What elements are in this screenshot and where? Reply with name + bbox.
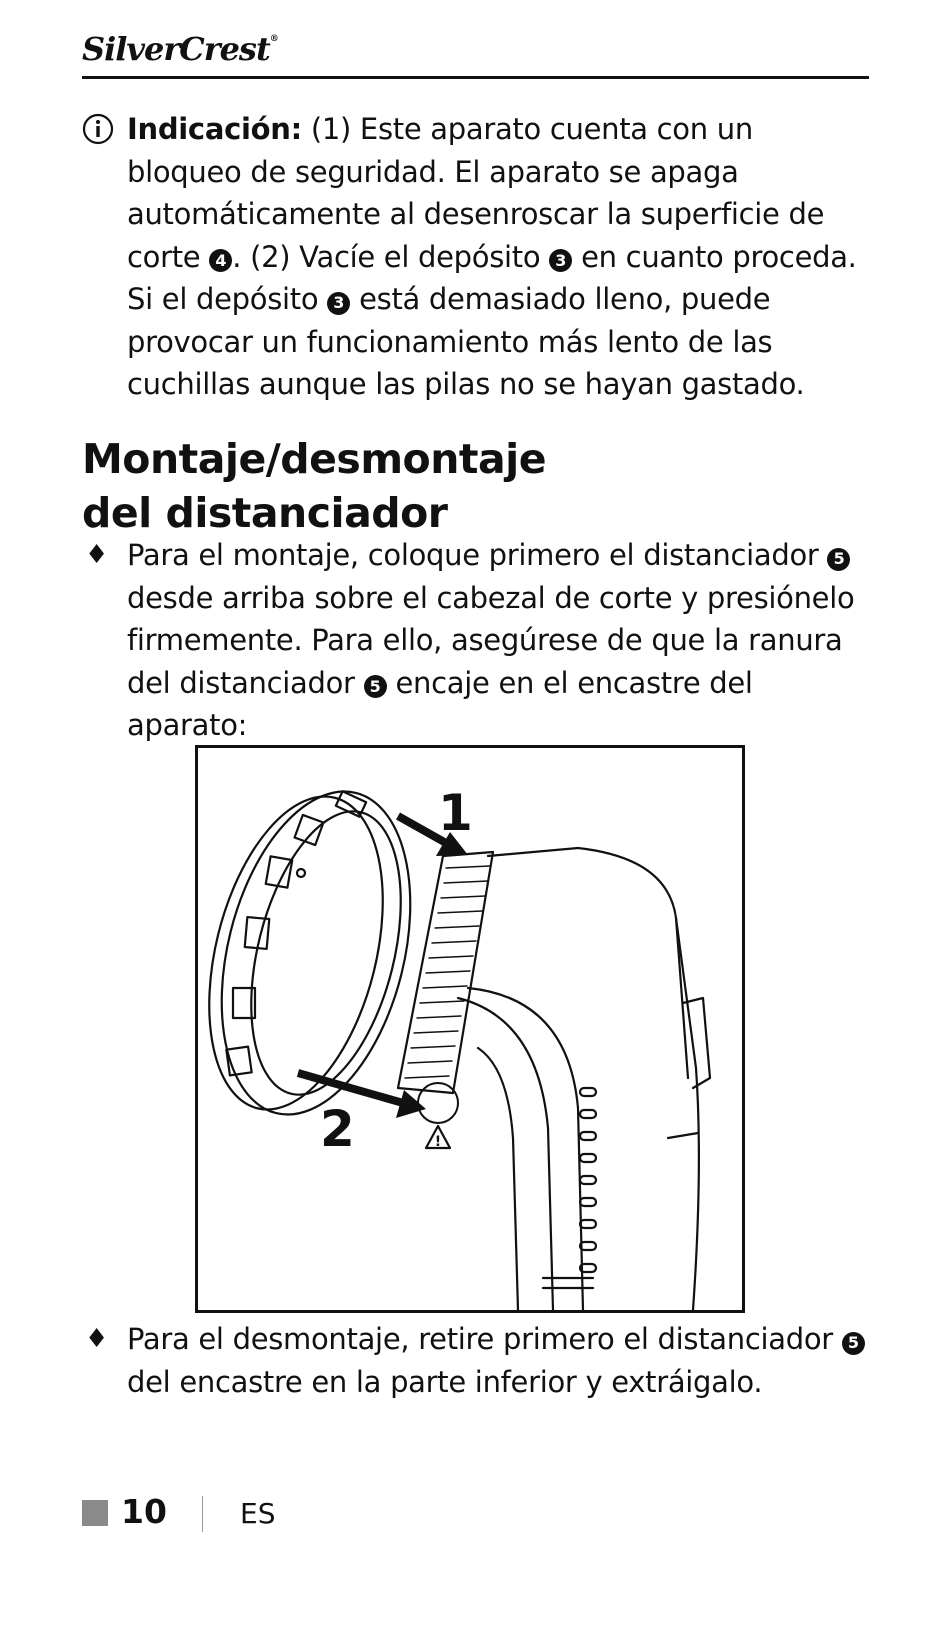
device-handle-inner xyxy=(468,988,583,1310)
ref-number: 5 xyxy=(827,548,850,571)
bullet-item-mounting xyxy=(82,534,872,747)
section-title-line: del distanciador xyxy=(82,489,448,537)
note-text: Indicación: (1) Este aparato cuenta con un bloqueo de seguridad. El aparato se apaga automáticamente al desenroscar la superficie de corte 4 . (2) Vacíe el depósito 3 en cuanto proceda. Si el depósito 3 está demasiado lleno, puede provocar un funcionamiento más lento de las cuchillas aunque las pilas no se hayan gastado. xyxy=(127,112,857,401)
footer-separator xyxy=(202,1496,203,1532)
info-circle-icon xyxy=(82,113,114,145)
assembly-illustration xyxy=(195,745,745,1313)
brand-logo xyxy=(82,30,278,68)
ref-number: 3 xyxy=(549,249,572,272)
safety-note xyxy=(82,108,872,406)
bullet-text: Para el desmontaje, retire primero el distanciador 5 del encastre en la parte inferior y extráigalo. xyxy=(127,1318,872,1403)
bullet-item-dismounting xyxy=(82,1318,872,1403)
cutting-head-ridges xyxy=(405,866,490,1078)
ref-number: 5 xyxy=(842,1332,865,1355)
language-code: ES xyxy=(240,1497,276,1530)
header-rule xyxy=(82,76,869,79)
note-label: Indicación: xyxy=(127,112,302,146)
bullet-text: Para el montaje, coloque primero el distanciador 5 desde arriba sobre el cabezal de corte y presiónelo firmemente. Para ello, asegúrese de que la ranura del distanciador 5 encaje en el encastre del aparato: xyxy=(127,538,855,742)
brand-name: SilverCrest xyxy=(82,30,270,68)
bullet-marker: ♦ xyxy=(85,540,109,570)
notch-highlight xyxy=(418,1083,458,1123)
section-title xyxy=(82,432,546,540)
trademark-symbol: ® xyxy=(269,34,278,44)
spacer-ring-tabs xyxy=(226,791,366,1075)
step-1-label: 1 xyxy=(438,784,473,842)
bullet-marker: ♦ xyxy=(85,1324,109,1354)
spacer-ring-inner xyxy=(225,796,427,1110)
warning-triangle-icon xyxy=(426,1126,450,1150)
device-body xyxy=(488,848,699,1310)
device-drawing xyxy=(198,748,742,1310)
warning-symbol: ! xyxy=(434,1134,442,1150)
footer-marker xyxy=(82,1500,108,1526)
ref-number: 5 xyxy=(364,675,387,698)
page-number: 10 xyxy=(121,1492,167,1531)
step-2-label: 2 xyxy=(320,1100,355,1158)
section-title-line: Montaje/desmontaje xyxy=(82,435,547,483)
ref-number: 3 xyxy=(327,292,350,315)
ref-number: 4 xyxy=(209,249,232,272)
arrow-step-2 xyxy=(298,1073,426,1118)
